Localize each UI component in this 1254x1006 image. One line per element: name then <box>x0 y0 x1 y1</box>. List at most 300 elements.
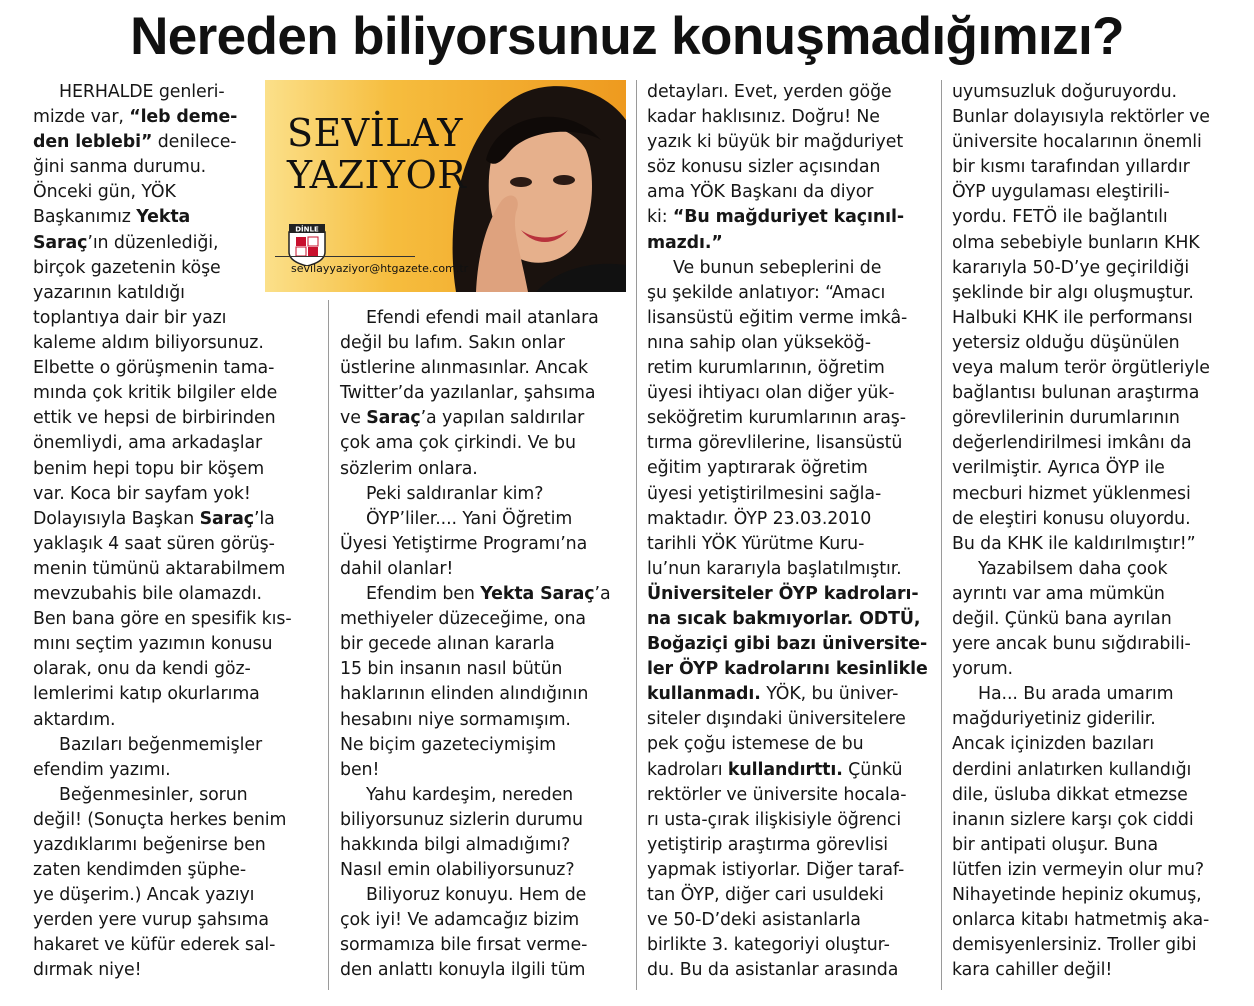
text-line <box>340 632 630 657</box>
text-run: kadar haklısınız. Doğru! Ne <box>647 107 880 128</box>
text-line <box>340 682 630 707</box>
banner-title-line-1: SEVİLAY <box>287 111 463 155</box>
text-line <box>952 105 1252 130</box>
text-line <box>33 231 283 256</box>
text-run: tırma görevlilerine, lisansüstü <box>647 433 903 454</box>
text-run: mevzubahis bile olamazdı. <box>33 584 262 605</box>
text-run: verilmiştir. Ayrıca ÖYP ile <box>952 458 1165 479</box>
text-line <box>952 808 1252 833</box>
text-run: den anlattı konuyla ilgili tüm <box>340 960 586 981</box>
text-line <box>647 306 937 331</box>
text-run: var. Koca bir sayfam yok! <box>33 483 251 504</box>
text-run: Elbette o görüşmenin tama- <box>33 358 275 379</box>
text-line <box>340 457 630 482</box>
column-rule-1 <box>328 300 329 990</box>
text-line <box>952 155 1252 180</box>
text-line <box>340 733 630 758</box>
column-rule-2 <box>636 80 637 990</box>
text-run: ben! <box>340 759 380 780</box>
column-2 <box>340 306 630 984</box>
text-run: inanın sizlere karşı çok ciddi <box>952 809 1194 830</box>
text-line <box>647 707 937 732</box>
text-run: de eleştiri konusu oluyordu. <box>952 508 1191 529</box>
text-line <box>647 607 937 632</box>
text-run: yazdıklarımı beğenirse ben <box>33 834 266 855</box>
bold-text: Saraç <box>366 408 421 429</box>
text-line <box>340 507 630 532</box>
text-run: haklarının elinden alındığının <box>340 684 589 705</box>
text-line <box>33 682 303 707</box>
text-run: ÖYP uygulaması eleştirili- <box>952 182 1170 203</box>
text-line <box>647 507 937 532</box>
column-4 <box>952 80 1252 983</box>
text-line <box>340 708 630 733</box>
text-run: ’la <box>253 508 275 529</box>
column-rule-3 <box>941 80 942 990</box>
column-1-top <box>33 80 283 306</box>
text-line <box>33 356 303 381</box>
text-run: YÖK, bu üniver- <box>760 684 899 705</box>
text-line <box>952 908 1252 933</box>
text-run: şeklinde bir algı oluşmuştur. <box>952 282 1194 303</box>
text-line <box>340 958 630 983</box>
text-line <box>647 256 937 281</box>
text-line <box>33 482 303 507</box>
text-run: Ancak içinizden bazıları <box>952 734 1154 755</box>
text-run: yazık ki büyük bir mağduriyet <box>647 132 904 153</box>
text-run: yetiştirip araştırma görevlisi <box>647 834 889 855</box>
text-line <box>340 607 630 632</box>
text-run: nına sahip olan yükseköğ- <box>647 332 871 353</box>
column-3 <box>647 80 937 983</box>
text-run: dile, üsluba dikkat etmezse <box>952 784 1188 805</box>
text-run: olarak, onu da kendi göz- <box>33 659 251 680</box>
text-line <box>952 381 1252 406</box>
text-run: onlarca kitabı hatmetmiş aka- <box>952 910 1210 931</box>
text-run: birçok gazetenin köşe <box>33 257 221 278</box>
text-run: aktardım. <box>33 709 116 730</box>
text-line <box>33 457 303 482</box>
text-run: denilece- <box>152 132 237 153</box>
text-line <box>33 833 303 858</box>
text-run: Önceki gün, YÖK <box>33 182 176 203</box>
text-run: şu şekilde anlatıyor: “Amacı <box>647 282 886 303</box>
text-run: hakkında bilgi almadığımı? <box>340 834 571 855</box>
text-run: ğini sanma durumu. <box>33 157 207 178</box>
text-run: retim kurumlarının, öğretim <box>647 358 885 379</box>
text-line <box>340 406 630 431</box>
text-line <box>647 482 937 507</box>
text-run: birlikte 3. kategoriyi oluştur- <box>647 935 890 956</box>
text-line <box>952 306 1252 331</box>
text-run: uyumsuzluk doğuruyordu. <box>952 82 1177 102</box>
text-run: lisansüstü eğitim verme imkâ- <box>647 307 908 328</box>
text-run: Twitter’da yazılanlar, şahsıma <box>340 383 596 404</box>
text-run: yere ancak bunu sığdırabili- <box>952 634 1191 655</box>
text-run: Bu da KHK ile kaldırılmıştır!” <box>952 533 1196 554</box>
text-line <box>340 883 630 908</box>
text-run: yorum. <box>952 659 1013 680</box>
text-run: mında çok kritik bilgiler elde <box>33 383 278 404</box>
text-line <box>33 632 303 657</box>
text-line <box>340 808 630 833</box>
text-run: görevlilerinin durumlarının <box>952 408 1180 429</box>
text-run: Bazıları beğenmemişler <box>59 734 262 755</box>
text-line <box>647 205 937 230</box>
text-run: kararıyla 50-D’ye geçirildiği <box>952 257 1190 278</box>
text-run: Üyesi Yetiştirme Programı’na <box>340 533 588 554</box>
text-line <box>952 532 1252 557</box>
text-line <box>647 331 937 356</box>
text-run: rektörler ve üniversite hocala- <box>647 784 907 805</box>
text-line <box>33 507 303 532</box>
text-run: ayrıntı var ama mümkün <box>952 583 1165 604</box>
text-run: değil. Çünkü bana ayrılan <box>952 608 1172 629</box>
text-run: benim hepi topu bir köşem <box>33 458 265 479</box>
text-line <box>647 381 937 406</box>
text-run: sormamıza bile fırsat verme- <box>340 935 588 956</box>
bold-text: Boğaziçi gibi bazı üniversite- <box>647 634 928 655</box>
banner-title-line-2: YAZIYOR <box>287 153 467 197</box>
text-run: ettik ve hepsi de birbirinden <box>33 408 276 429</box>
text-line <box>952 758 1252 783</box>
text-run: Nasıl emin olabiliyorsunuz? <box>340 860 575 881</box>
text-line <box>952 205 1252 230</box>
text-line <box>952 582 1252 607</box>
text-line <box>33 758 303 783</box>
text-run: yaklaşık 4 saat süren görüş- <box>33 533 275 554</box>
text-line <box>647 908 937 933</box>
text-line <box>33 883 303 908</box>
text-line <box>647 758 937 783</box>
text-run: Biliyoruz konuyu. Hem de <box>366 885 587 906</box>
text-run: Ben bana göre en spesifik kıs- <box>33 609 292 630</box>
text-run: tarihli YÖK Yürütme Kuru- <box>647 533 865 554</box>
text-run: Efendim ben <box>366 584 481 605</box>
text-line <box>952 958 1252 983</box>
text-run: Beğenmesinler, sorun <box>59 784 248 805</box>
text-run: üniversite hocalarının önemli <box>952 132 1202 153</box>
text-run: mecburi hizmet yüklenmesi <box>952 483 1191 504</box>
text-line <box>647 557 937 582</box>
text-line <box>33 557 303 582</box>
text-line <box>647 155 937 180</box>
text-run: zaten kendimden şüphe- <box>33 860 247 881</box>
bold-text: “Bu mağduriyet kaçınıl- <box>672 207 904 228</box>
text-line <box>340 557 630 582</box>
text-run: mizde var, <box>33 107 130 128</box>
text-run: biliyorsunuz sizlerin durumu <box>340 809 583 830</box>
text-line <box>647 732 937 757</box>
text-line <box>952 331 1252 356</box>
text-run: kara cahiller değil! <box>952 960 1113 981</box>
text-line <box>647 180 937 205</box>
text-line <box>340 758 630 783</box>
listen-badge-label: DİNLE <box>295 225 319 234</box>
text-line <box>647 281 937 306</box>
text-line <box>33 256 283 281</box>
text-run: Dolayısıyla Başkan <box>33 508 200 529</box>
text-line <box>340 933 630 958</box>
text-run: methiyeler düzeceğime, ona <box>340 609 586 630</box>
text-run: Ha... Bu arada umarım <box>978 684 1174 705</box>
text-line <box>952 833 1252 858</box>
text-line <box>33 155 283 180</box>
text-line <box>33 431 303 456</box>
text-run: lu’nun kararıyla başlatılmıştır. <box>647 558 902 579</box>
text-line <box>647 130 937 155</box>
text-line <box>952 406 1252 431</box>
text-line <box>33 105 283 130</box>
bold-text: den leblebi” <box>33 132 153 153</box>
text-run: derdini anlatırken kullandığı <box>952 759 1192 780</box>
text-line <box>647 858 937 883</box>
text-run: Çünkü <box>842 759 903 780</box>
text-run: yerden yere vurup şahsıma <box>33 910 269 931</box>
text-line <box>952 507 1252 532</box>
text-line <box>647 933 937 958</box>
text-run: rı usta-çırak ilişkisiyle öğrenci <box>647 809 902 830</box>
text-run: Yahu kardeşim, nereden <box>366 784 574 805</box>
text-run: ’ın düzenlediği, <box>87 232 219 253</box>
text-run: dahil olanlar! <box>340 558 454 579</box>
text-line <box>33 933 303 958</box>
text-line <box>952 557 1252 582</box>
text-run: Efendi efendi mail atanlara <box>366 308 599 328</box>
text-line <box>33 958 303 983</box>
text-line <box>33 381 303 406</box>
text-run: yordu. FETÖ ile bağlantılı <box>952 207 1168 228</box>
text-run: demisyenlersiniz. Troller gibi <box>952 935 1197 956</box>
text-run: detayları. Evet, yerden göğe <box>647 82 892 102</box>
text-run: dırmak niye! <box>33 960 142 981</box>
column-1-bottom <box>33 306 303 984</box>
text-run: ama YÖK Başkanı da diyor <box>647 182 874 203</box>
bold-text: Yekta <box>136 207 191 228</box>
listen-badge-icon[interactable] <box>285 222 329 266</box>
text-run: HERHALDE genleri- <box>59 82 225 102</box>
text-line <box>340 532 630 557</box>
text-line <box>33 281 283 306</box>
text-run: tan ÖYP, diğer cari usuldeki <box>647 885 884 905</box>
text-run: veya malum terör örgütleriyle <box>952 358 1210 379</box>
text-line <box>33 783 303 808</box>
bold-text: ler ÖYP kadrolarını kesinlikle <box>647 659 928 680</box>
text-line <box>952 431 1252 456</box>
text-run: Nihayetinde hepiniz okumuş, <box>952 885 1202 905</box>
text-run: yapmak istiyorlar. Diğer taraf- <box>647 859 905 880</box>
text-run: olma sebebiyle bunların KHK <box>952 232 1200 253</box>
text-line <box>647 105 937 130</box>
text-line <box>647 356 937 381</box>
text-line <box>952 632 1252 657</box>
text-line <box>340 431 630 456</box>
text-line <box>952 933 1252 958</box>
text-run: menin tümünü aktarabilmem <box>33 558 286 579</box>
text-line <box>647 532 937 557</box>
text-line <box>33 908 303 933</box>
text-line <box>952 482 1252 507</box>
text-run: çok iyi! Ve adamcağız bizim <box>340 910 580 931</box>
text-line <box>952 130 1252 155</box>
text-line <box>647 80 937 105</box>
text-line <box>952 783 1252 808</box>
text-line <box>952 858 1252 883</box>
text-run: Halbuki KHK ile performansı <box>952 307 1193 328</box>
text-line <box>33 205 283 230</box>
text-run: değerlendirilmesi imkânı da <box>952 433 1192 454</box>
text-line <box>647 582 937 607</box>
text-line <box>33 532 303 557</box>
text-line <box>952 231 1252 256</box>
text-run: ye düşerim.) Ancak yazıyı <box>33 885 255 906</box>
headline: Nereden biliyorsunuz konuşmadığımızı? <box>130 7 1124 66</box>
text-run: lemlerimi katıp okurlarıma <box>33 684 260 705</box>
text-run: Yazabilsem daha çook <box>978 558 1168 579</box>
text-line <box>33 808 303 833</box>
text-run: lütfen izin vermeyin olur mu? <box>952 859 1204 880</box>
text-line <box>33 180 283 205</box>
text-line <box>33 582 303 607</box>
text-line <box>340 331 630 356</box>
text-line <box>647 833 937 858</box>
text-line <box>952 657 1252 682</box>
text-run: önemliydi, ama arkadaşlar <box>33 433 263 454</box>
text-line <box>340 657 630 682</box>
text-run: pek çoğu istemese de bu <box>647 734 864 755</box>
bold-text: Saraç <box>199 508 254 529</box>
bold-text: na sıcak bakmıyorlar. ODTÜ, <box>647 608 921 629</box>
text-run: Peki saldıranlar kim? <box>366 483 544 504</box>
text-line <box>340 908 630 933</box>
text-run: seköğretim kurumlarının araş- <box>647 408 906 429</box>
text-run: bir antipati oluşur. Buna <box>952 834 1159 855</box>
text-run: çok ama çok çirkindi. Ve bu <box>340 433 576 454</box>
text-line <box>340 381 630 406</box>
text-line <box>647 632 937 657</box>
bold-text: “leb deme- <box>129 107 238 128</box>
text-run: yetersiz olduğu düşünülen <box>952 332 1180 353</box>
text-run: ve <box>340 408 367 429</box>
text-line <box>952 281 1252 306</box>
text-run: bağlantısı bulunan araştırma <box>952 383 1200 404</box>
bold-text: Saraç <box>33 232 88 253</box>
text-line <box>33 406 303 431</box>
text-line <box>647 958 937 983</box>
text-line <box>952 883 1252 908</box>
text-line <box>33 80 283 105</box>
text-line <box>33 331 303 356</box>
text-run: değil! (Sonuçta herkes benim <box>33 809 287 830</box>
text-line <box>647 783 937 808</box>
bold-text: Üniversiteler ÖYP kadroları- <box>647 583 919 604</box>
text-line <box>340 783 630 808</box>
text-line <box>647 406 937 431</box>
text-run: Başkanımız <box>33 207 137 228</box>
text-line <box>340 482 630 507</box>
text-line <box>952 456 1252 481</box>
text-line <box>952 682 1252 707</box>
bold-text: kullandırttı. <box>727 759 843 780</box>
text-run: du. Bu da asistanlar arasında <box>647 960 899 981</box>
text-line <box>647 883 937 908</box>
text-run: maktadır. ÖYP 23.03.2010 <box>647 508 872 529</box>
text-line <box>340 833 630 858</box>
text-run: mağduriyetiniz giderilir. <box>952 709 1156 730</box>
text-line <box>952 180 1252 205</box>
text-line <box>33 733 303 758</box>
text-run: ’a yapılan saldırılar <box>420 408 585 429</box>
text-line <box>952 732 1252 757</box>
text-run: eğitim yaptırarak öğretim <box>647 458 868 479</box>
text-line <box>952 707 1252 732</box>
text-line <box>647 682 937 707</box>
text-line <box>647 657 937 682</box>
text-run: Ve bunun sebeplerini de <box>673 257 882 278</box>
email-divider <box>275 256 415 257</box>
text-run: üyesi ihtiyacı olan diğer yük- <box>647 383 895 404</box>
text-line <box>33 306 303 331</box>
text-line <box>340 582 630 607</box>
text-run: kaleme aldım biliyorsunuz. <box>33 333 264 354</box>
text-line <box>647 431 937 456</box>
text-run: bir kısmı tarafından yıllardır <box>952 157 1190 178</box>
text-run: ki: <box>647 207 673 228</box>
text-run: Bunlar dolayısıyla rektörler ve <box>952 107 1210 128</box>
text-run: bir gecede alınan kararla <box>340 634 555 655</box>
text-run: efendim yazımı. <box>33 759 171 780</box>
text-run: hakaret ve küfür ederek sal- <box>33 935 276 956</box>
bold-text: mazdı.” <box>647 232 723 253</box>
text-run: ÖYP’liler.... Yani Öğretim <box>366 508 573 529</box>
text-run: söz konusu sizler açısından <box>647 157 881 178</box>
text-run: değil bu lafım. Sakın onlar <box>340 333 565 354</box>
text-run: üyesi yetiştirilmesini sağla- <box>647 483 882 504</box>
text-line <box>647 456 937 481</box>
text-line <box>952 607 1252 632</box>
columnist-banner <box>265 80 626 292</box>
text-run: kadroları <box>647 759 728 780</box>
text-run: üstlerine alınmasınlar. Ancak <box>340 358 588 379</box>
text-line <box>33 607 303 632</box>
text-line <box>952 356 1252 381</box>
text-run: sözlerim onlara. <box>340 458 478 479</box>
text-line <box>33 657 303 682</box>
text-run: hesabını niye sormamışım. <box>340 709 571 730</box>
text-run: ’a <box>594 584 611 605</box>
text-run: 15 bin insanın nasıl bütün <box>340 659 563 680</box>
text-run: Ne biçim gazeteciymişim <box>340 734 557 755</box>
text-line <box>647 231 937 256</box>
text-line <box>340 306 630 331</box>
bold-text: kullanmadı. <box>647 684 761 705</box>
text-line <box>33 858 303 883</box>
text-line <box>647 808 937 833</box>
text-line <box>33 708 303 733</box>
bold-text: Yekta Saraç <box>480 584 595 605</box>
banner-title <box>287 112 466 196</box>
text-run: toplantıya dair bir yazı <box>33 308 227 328</box>
text-line <box>340 858 630 883</box>
text-run: ve 50-D’deki asistanlarla <box>647 910 861 931</box>
text-run: siteler dışındaki üniversitelere <box>647 709 906 730</box>
columnist-email[interactable]: sevilayyaziyor@htgazete.com.tr <box>291 262 469 275</box>
text-line <box>952 80 1252 105</box>
text-line <box>33 130 283 155</box>
text-line <box>952 256 1252 281</box>
text-line <box>340 356 630 381</box>
text-run: mını seçtim yazımın konusu <box>33 634 273 655</box>
